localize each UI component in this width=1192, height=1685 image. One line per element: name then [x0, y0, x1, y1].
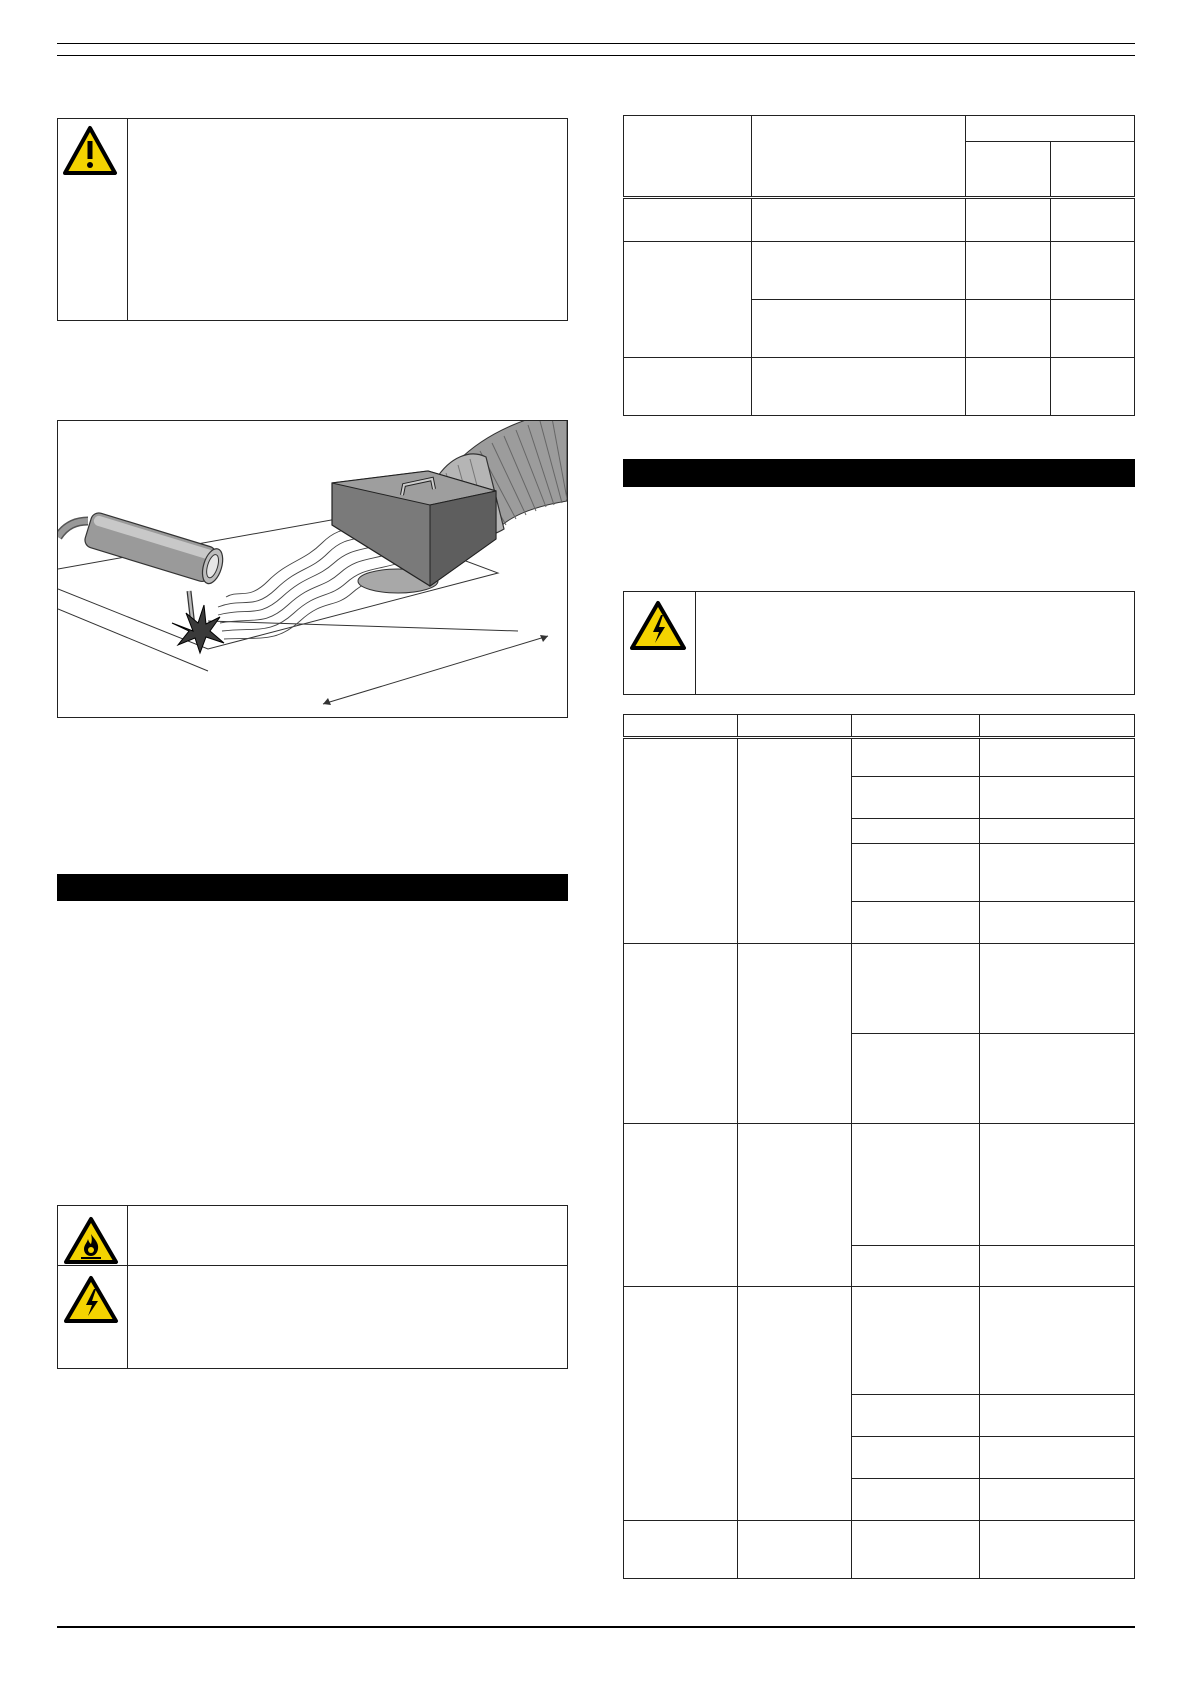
table-cell	[966, 198, 1051, 242]
section-heading-bar-left	[57, 874, 568, 901]
electric-warning-icon	[629, 600, 687, 652]
table-cell	[966, 300, 1051, 358]
warning-triangle-icon	[62, 125, 118, 177]
table-row	[624, 242, 1135, 300]
table-row	[624, 358, 1135, 416]
table-cell	[852, 1437, 980, 1479]
table-cell	[1051, 358, 1135, 416]
table-cell	[752, 358, 966, 416]
table-cell	[980, 1395, 1135, 1437]
hazard-box-divider	[127, 1206, 128, 1368]
table-cell	[852, 1479, 980, 1521]
table-cell	[738, 1287, 852, 1521]
header-rule-bottom	[57, 55, 1135, 56]
table-cell	[980, 738, 1135, 777]
table-row	[624, 1124, 1135, 1246]
header-rule-top	[57, 43, 1135, 44]
table-cell	[752, 300, 966, 358]
table-cell	[980, 1437, 1135, 1479]
table-header-cell	[752, 116, 966, 198]
table-cell	[980, 777, 1135, 819]
table-cell	[980, 819, 1135, 844]
footer-rule	[57, 1626, 1135, 1628]
table-cell	[980, 1287, 1135, 1395]
table-cell	[852, 1124, 980, 1246]
table-cell	[966, 358, 1051, 416]
table-cell	[624, 242, 752, 358]
table-cell	[738, 1521, 852, 1579]
warning-box	[57, 118, 568, 321]
table-cell	[980, 944, 1135, 1034]
table-cell	[738, 738, 852, 944]
table-cell	[852, 1287, 980, 1395]
electric-warning-box-divider	[695, 592, 696, 694]
electric-warning-icon	[63, 1275, 119, 1325]
table-cell	[1051, 242, 1135, 300]
table-cell	[980, 1034, 1135, 1124]
table-cell	[980, 1246, 1135, 1287]
table-row	[624, 944, 1135, 1034]
specs-table	[623, 115, 1135, 416]
table-header-cell	[738, 715, 852, 738]
table-cell	[852, 738, 980, 777]
table-cell	[980, 1521, 1135, 1579]
table-cell	[852, 819, 980, 844]
table-cell	[852, 944, 980, 1034]
table-header-cell	[624, 715, 738, 738]
table-cell	[980, 1124, 1135, 1246]
table-header-cell	[966, 116, 1135, 142]
table-cell	[624, 944, 738, 1124]
hazard-box-row-divider	[58, 1265, 567, 1266]
table-cell	[752, 242, 966, 300]
table-cell	[624, 1521, 738, 1579]
table-cell	[1051, 300, 1135, 358]
warning-box-divider	[127, 119, 128, 320]
warning-box-text-area	[130, 125, 560, 315]
table-cell	[1051, 198, 1135, 242]
table-row	[624, 738, 1135, 777]
table-cell	[738, 1124, 852, 1287]
table-cell	[966, 242, 1051, 300]
table-cell	[624, 738, 738, 944]
table-cell	[738, 944, 852, 1124]
table-cell	[624, 358, 752, 416]
table-cell	[980, 1479, 1135, 1521]
table-header-row	[624, 715, 1135, 738]
table-cell	[752, 198, 966, 242]
table-cell	[624, 1124, 738, 1287]
table-cell	[852, 1521, 980, 1579]
table-cell	[852, 1246, 980, 1287]
table-cell	[980, 902, 1135, 944]
table-header-cell	[980, 715, 1135, 738]
table-cell	[980, 844, 1135, 902]
table-cell	[852, 844, 980, 902]
table-cell	[852, 1034, 980, 1124]
electric-warning-box	[623, 591, 1135, 695]
table-cell	[624, 198, 752, 242]
table-header-cell	[966, 142, 1051, 198]
table-header-cell	[852, 715, 980, 738]
table-cell	[852, 777, 980, 819]
hazard-box	[57, 1205, 568, 1369]
flammable-warning-icon	[63, 1216, 119, 1266]
section-heading-bar-right	[623, 459, 1135, 487]
table-header-cell	[624, 116, 752, 198]
table-cell	[624, 1287, 738, 1521]
table-cell	[852, 902, 980, 944]
table-cell	[852, 1395, 980, 1437]
table-header-cell	[1051, 142, 1135, 198]
table-row	[624, 1521, 1135, 1579]
table-row	[624, 198, 1135, 242]
fume-extraction-illustration	[57, 420, 568, 718]
troubleshooting-table	[623, 714, 1135, 1579]
table-row	[624, 1287, 1135, 1395]
